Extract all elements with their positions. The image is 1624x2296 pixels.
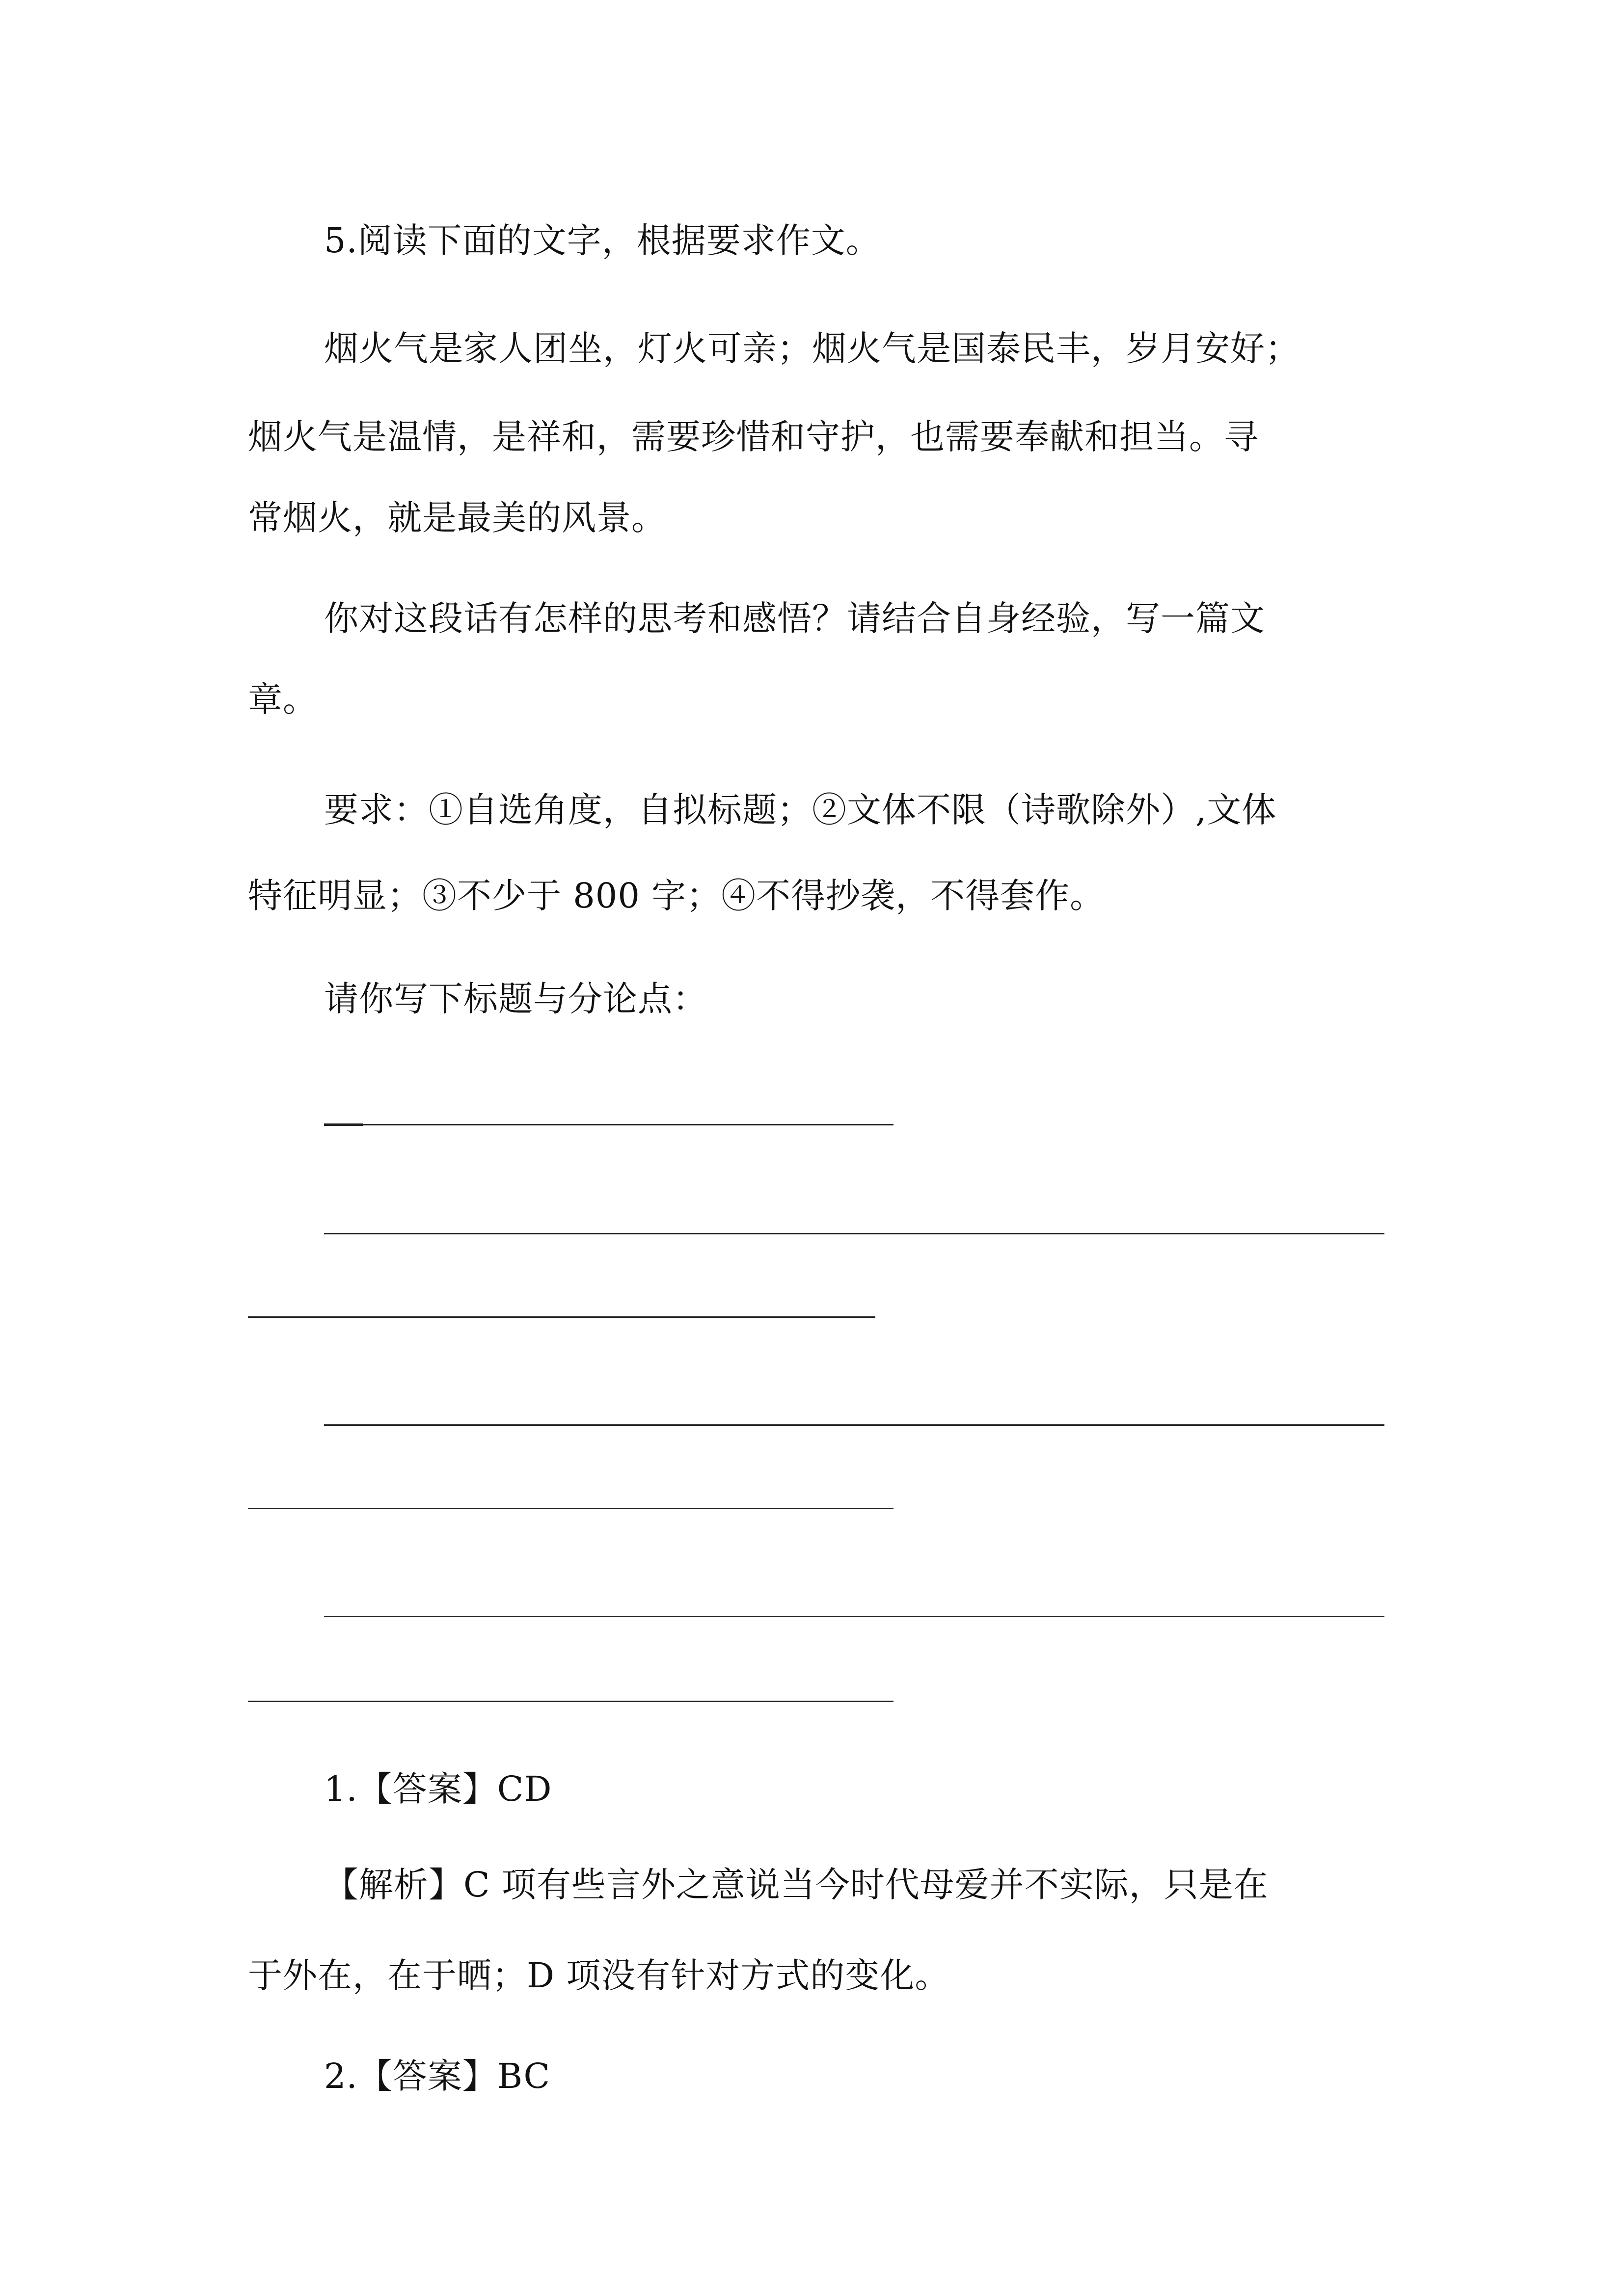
analysis-line: 【解析】C 项有些言外之意说当今时代母爱并不实际，只是在 [324, 1865, 1269, 1905]
answer-blank-line [248, 1701, 893, 1702]
passage-line: 烟火气是家人团坐，灯火可亲；烟火气是国泰民丰，岁月安好； [324, 328, 1300, 369]
instruction-line: 请你写下标题与分论点： [324, 979, 707, 1019]
answer-blank-line [248, 1508, 893, 1509]
analysis-line: 于外在，在于晒；D 项没有针对方式的变化。 [248, 1955, 950, 1996]
answer-blank-line [324, 1424, 1384, 1426]
answer-blank-line [363, 1124, 893, 1125]
requirement-line: 要求：①自选角度，自拟标题；②文体不限（诗歌除外）,文体 [324, 790, 1277, 830]
answer-blank-lead [324, 1123, 363, 1126]
answer-blank-line [324, 1616, 1384, 1617]
answer-1: 1.【答案】CD [324, 1769, 552, 1809]
passage-line: 烟火气是温情，是祥和，需要珍惜和守护，也需要奉献和担当。寻 [248, 417, 1259, 457]
requirement-line: 特征明显；③不少于 800 字；④不得抄袭，不得套作。 [248, 876, 1105, 916]
answer-2: 2.【答案】BC [324, 2056, 551, 2096]
prompt-line: 你对这段话有怎样的思考和感悟？请结合自身经验，写一篇文 [324, 598, 1265, 639]
question-heading: 5.阅读下面的文字，根据要求作文。 [324, 220, 881, 261]
answer-blank-line [248, 1316, 875, 1318]
passage-line: 常烟火，就是最美的风景。 [248, 498, 666, 538]
prompt-line: 章。 [248, 679, 318, 720]
answer-blank-line [324, 1233, 1384, 1234]
